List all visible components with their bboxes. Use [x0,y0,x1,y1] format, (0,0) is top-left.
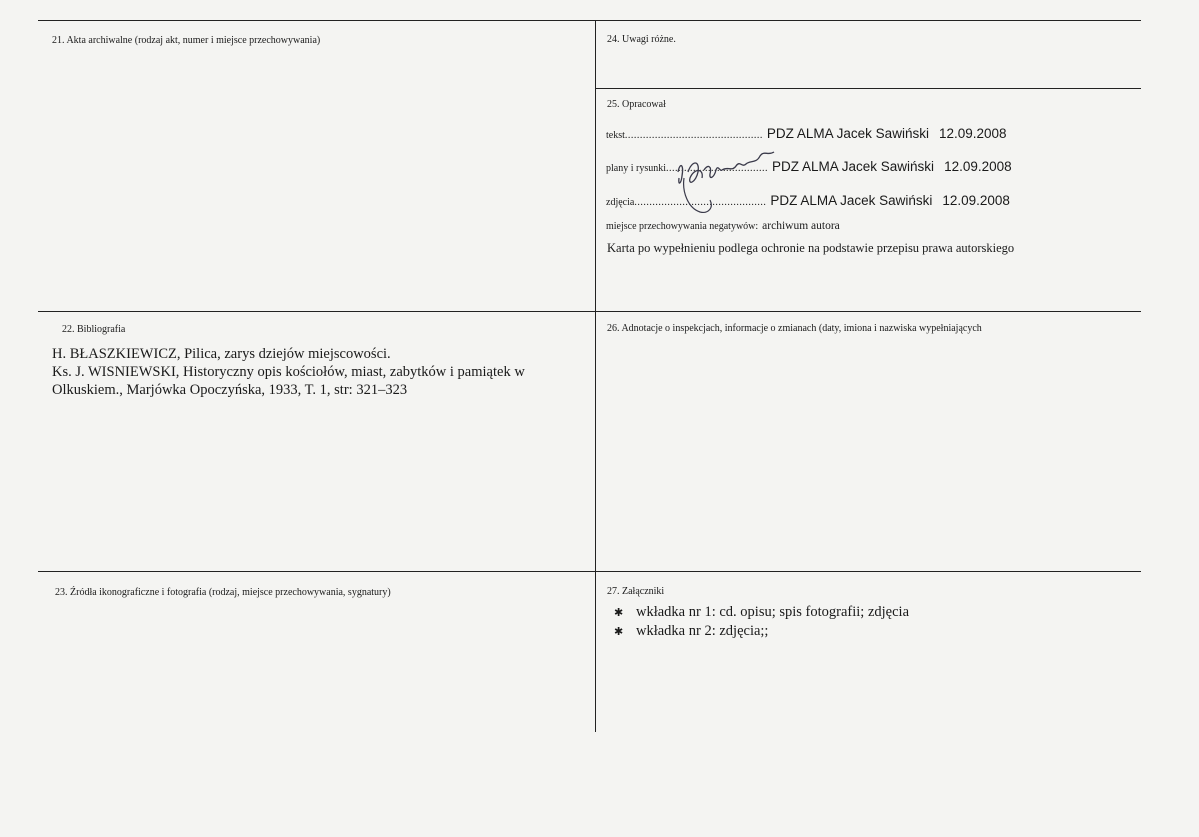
dotted-leader: .............................................. [624,130,763,141]
section-21-label: 21. Akta archiwalne (rodzaj akt, numer i miejsce przechowywania) [52,35,321,46]
dotted-leader: ............................................ [634,197,767,208]
author-row-text-label: tekst [606,130,625,141]
attachment-item [614,604,909,621]
bibliography-line-1: H. BŁASZKIEWICZ, Pilica, zarys dziejów miejscowości. [52,346,391,362]
author-row-text [606,126,1007,141]
author-name: PDZ ALMA Jacek Sawiński 12.09.2008 [770,193,1010,208]
bibliography-line-3: Olkuskiem., Marjówka Opoczyńska, 1933, T. 1, str: 321–323 [52,382,408,398]
author-row-drawings-label: plany i rysunki [606,163,666,174]
attachment-text: wkładka nr 1: cd. opisu; spis fotografii; zdjęcia [636,604,910,620]
divider-row2-row3 [38,571,1141,572]
divider-row1-row2 [38,311,1141,312]
negatives-row [606,220,840,232]
author-date: 12.09.2008 [942,193,1010,208]
section-25-label: 25. Opracował [607,99,666,110]
column-divider [595,20,596,732]
copyright-notice: Karta po wypełnieniu podlega ochronie na podstawie przepisu prawa autorskiego [607,241,1015,255]
section-23-label: 23. Źródła ikonograficzne i fotografia (rodzaj, miejsce przechowywania, sygnatury) [55,587,391,598]
negatives-label: miejsce przechowywania negatywów: [606,221,759,232]
section-22-label: 22. Bibliografia [62,324,126,335]
bibliography-line-2: Ks. J. WISNIEWSKI, Historyczny opis kościołów, miast, zabytków i pamiątek w [52,364,525,380]
dotted-leader: .................................. [666,163,768,174]
handwritten-signature [670,142,785,214]
asterisk-icon: ✱ [614,626,624,638]
author-name: PDZ ALMA Jacek Sawiński 12.09.2008 [766,126,1007,141]
section-26-label: 26. Adnotacje o inspekcjach, informacje o zmianach (daty, imiona i nazwiska wypełniających [607,323,982,334]
section-27-label: 27. Załączniki [607,586,665,597]
author-row-photos [606,193,1010,208]
asterisk-icon: ✱ [614,607,624,619]
author-row-drawings [606,159,1012,174]
attachment-item [614,623,768,640]
divider-24-25 [595,88,1141,89]
attachment-text: wkładka nr 2: zdjęcia;; [636,623,769,639]
top-border [38,20,1141,21]
author-date: 12.09.2008 [938,126,1007,141]
author-row-photos-label: zdjęcia [606,197,635,208]
author-date: 12.09.2008 [944,159,1012,174]
section-24-label: 24. Uwagi różne. [607,34,676,45]
author-name: PDZ ALMA Jacek Sawiński 12.09.2008 [772,159,1012,174]
negatives-value: archiwum autora [762,220,840,232]
